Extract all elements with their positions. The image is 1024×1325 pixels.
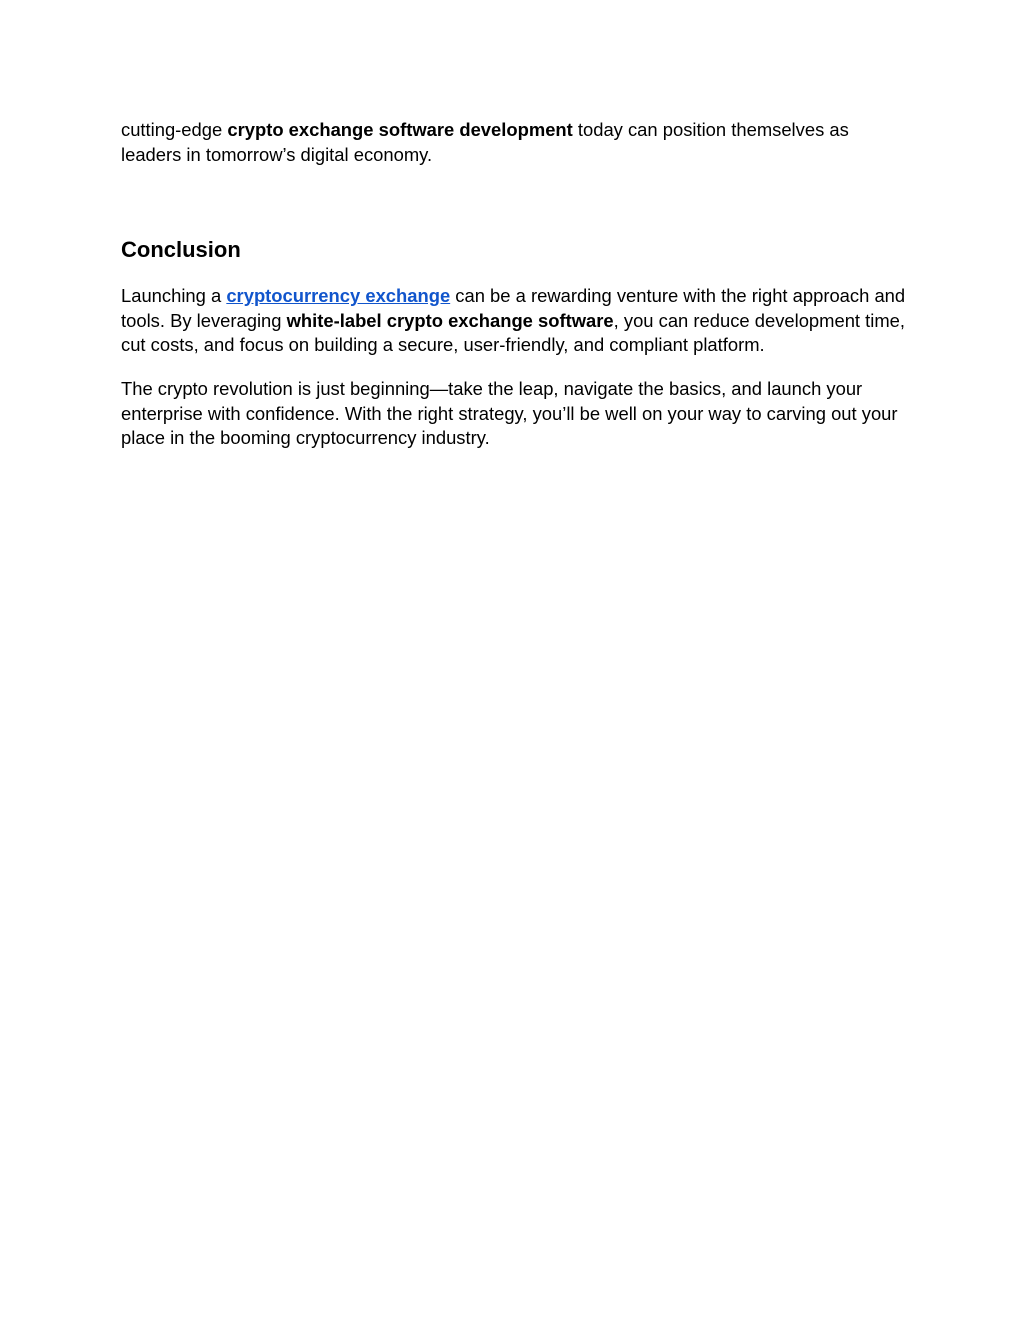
revolution-paragraph: The crypto revolution is just beginning—take the leap, navigate the basics, and launch your enterprise with confidence. With the right strategy, you’ll be well on your way to carving out your place in the booming cryptocurrency industry. xyxy=(121,378,898,448)
conclusion-heading: Conclusion xyxy=(121,237,241,262)
document-content xyxy=(121,118,911,448)
cryptocurrency-exchange-link[interactable]: cryptocurrency exchange xyxy=(226,285,451,306)
intro-text-start: cutting-edge xyxy=(121,119,228,140)
intro-paragraph xyxy=(121,118,911,167)
launch-text-start: Launching a xyxy=(121,285,227,306)
launch-text-middle: can be a rewarding venture with the right approach and tools. By leveraging xyxy=(121,285,906,331)
launch-text-end: , you can reduce development time, cut costs, and focus on building a secure, user-friendly, and compliant platform. xyxy=(121,309,906,355)
intro-bold-text: crypto exchange software development xyxy=(227,119,573,140)
intro-text-end: today can position themselves as leaders in tomorrow’s digital economy. xyxy=(121,119,849,165)
launch-paragraph xyxy=(121,284,911,358)
launch-bold-text: white-label crypto exchange software xyxy=(286,309,614,331)
